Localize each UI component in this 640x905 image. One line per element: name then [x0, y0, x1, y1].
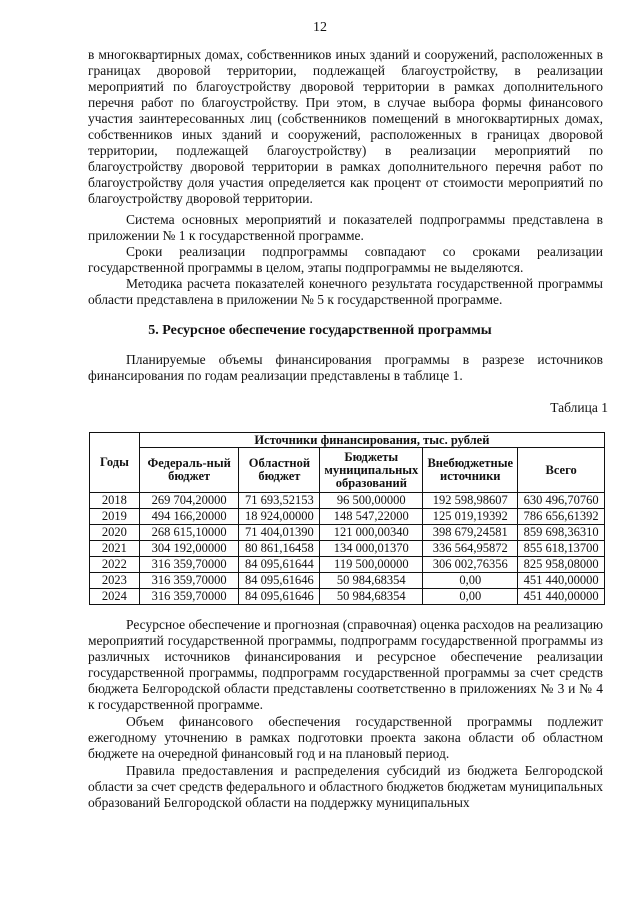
cell-municipal: 119 500,00000 [320, 557, 423, 573]
cell-total: 451 440,00000 [518, 589, 605, 605]
cell-total: 630 496,70760 [518, 493, 605, 509]
table-row [90, 493, 605, 509]
cell-regional: 18 924,00000 [239, 509, 320, 525]
cell-regional: 84 095,61644 [239, 557, 320, 573]
cell-regional: 71 404,01390 [239, 525, 320, 541]
cell-municipal: 148 547,22000 [320, 509, 423, 525]
paragraph-system-of-measures: Система основных мероприятий и показателей подпрограммы представлена в приложении № 1 к государственной программе. [88, 212, 603, 243]
paragraph-implementation-terms: Сроки реализации подпрограммы совпадают со сроками реализации государственной программы в целом, этапы подпрограммы не выделяются. [88, 244, 603, 275]
cell-federal: 304 192,00000 [139, 541, 239, 557]
cell-extrabudgetary: 336 564,95872 [423, 541, 518, 557]
cell-regional: 84 095,61646 [239, 589, 320, 605]
cell-municipal: 50 984,68354 [320, 589, 423, 605]
section-heading: 5. Ресурсное обеспечение государственной программы [148, 323, 492, 338]
table-caption: Таблица 1 [550, 400, 608, 415]
cell-regional: 80 861,16458 [239, 541, 320, 557]
cell-federal: 268 615,10000 [139, 525, 239, 541]
table-row [90, 509, 605, 525]
table-row [90, 525, 605, 541]
page-number: 12 [313, 20, 327, 35]
cell-extrabudgetary: 306 002,76356 [423, 557, 518, 573]
cell-municipal: 134 000,01370 [320, 541, 423, 557]
cell-year: 2022 [90, 557, 140, 573]
funding-sources-header: Источники финансирования, тыс. рублей [139, 433, 604, 448]
cell-year: 2023 [90, 573, 140, 589]
cell-extrabudgetary: 192 598,98607 [423, 493, 518, 509]
cell-extrabudgetary: 0,00 [423, 589, 518, 605]
cell-federal: 316 359,70000 [139, 589, 239, 605]
column-header-federal: Федераль-ный бюджет [139, 448, 239, 493]
cell-federal: 269 704,20000 [139, 493, 239, 509]
paragraph-participation-forms: в многоквартирных домах, собственников иных зданий и сооружений, расположенных в границах дворовой территории, подлежащей благоустройству, в реализации мероприятий по благоустройству дворовой территории в рамках дополнительного перечня работ по благоустройству. При этом, в случае выбора формы финансового участия заинтересованных лиц (собственников помещений в многоквартирных домах, собственников иных зданий и сооружений, расположенных в границах дворовой территории, подлежащей благоустройству) в реализации мероприятий по благоустройству дворовой территории в рамках дополнительного перечня работ по благоустройству доля участия определяется как процент от стоимости мероприятий по благоустройству дворовой территории. [88, 47, 603, 206]
cell-extrabudgetary: 125 019,19392 [423, 509, 518, 525]
cell-year: 2020 [90, 525, 140, 541]
funding-table-body [90, 493, 605, 605]
paragraph-funding-intro: Планируемые объемы финансирования программы в разрезе источников финансирования по годам реализации представлены в таблице 1. [88, 352, 603, 383]
column-header-municipal: Бюджеты муниципальных образований [320, 448, 423, 493]
column-header-total: Всего [518, 448, 605, 493]
cell-total: 451 440,00000 [518, 573, 605, 589]
cell-regional: 71 693,52153 [239, 493, 320, 509]
paragraph-subsidy-rules: Правила предоставления и распределения субсидий из бюджета Белгородской области за счет средств федерального и областного бюджетов бюджетам муниципальных образований Белгородской области на поддержку муниципальных [88, 763, 603, 810]
cell-municipal: 50 984,68354 [320, 573, 423, 589]
table-row [90, 573, 605, 589]
column-header-regional: Областной бюджет [239, 448, 320, 493]
cell-year: 2018 [90, 493, 140, 509]
cell-federal: 316 359,70000 [139, 557, 239, 573]
cell-regional: 84 095,61646 [239, 573, 320, 589]
column-header-extrabudgetary: Внебюджетные источники [423, 448, 518, 493]
cell-federal: 494 166,20000 [139, 509, 239, 525]
cell-total: 825 958,08000 [518, 557, 605, 573]
cell-extrabudgetary: 0,00 [423, 573, 518, 589]
cell-year: 2019 [90, 509, 140, 525]
cell-total: 855 618,13700 [518, 541, 605, 557]
cell-year: 2024 [90, 589, 140, 605]
cell-year: 2021 [90, 541, 140, 557]
column-header-years: Годы [90, 433, 140, 493]
funding-table [89, 432, 605, 605]
cell-total: 859 698,36310 [518, 525, 605, 541]
table-row [90, 589, 605, 605]
cell-federal: 316 359,70000 [139, 573, 239, 589]
cell-municipal: 96 500,00000 [320, 493, 423, 509]
cell-total: 786 656,61392 [518, 509, 605, 525]
cell-municipal: 121 000,00340 [320, 525, 423, 541]
paragraph-annual-adjustment: Объем финансового обеспечения государственной программы подлежит ежегодному уточнению в рамках подготовки проекта закона области об областном бюджете на очередной финансовый год и на плановый период. [88, 714, 603, 761]
paragraph-calculation-method: Методика расчета показателей конечного результата государственной программы области представлена в приложении № 5 к государственной программе. [88, 276, 603, 307]
cell-extrabudgetary: 398 679,24581 [423, 525, 518, 541]
table-row [90, 541, 605, 557]
paragraph-resource-estimate: Ресурсное обеспечение и прогнозная (справочная) оценка расходов на реализацию мероприятий государственной программы, подпрограмм государственной программы из различных источников финансирования и ресурсное обеспечение реализации государственной программы, подпрограмм государственной программы за счет средств бюджета Белгородской области представлены соответственно в приложениях № 3 и № 4 к государственной программе. [88, 617, 603, 712]
table-row [90, 557, 605, 573]
